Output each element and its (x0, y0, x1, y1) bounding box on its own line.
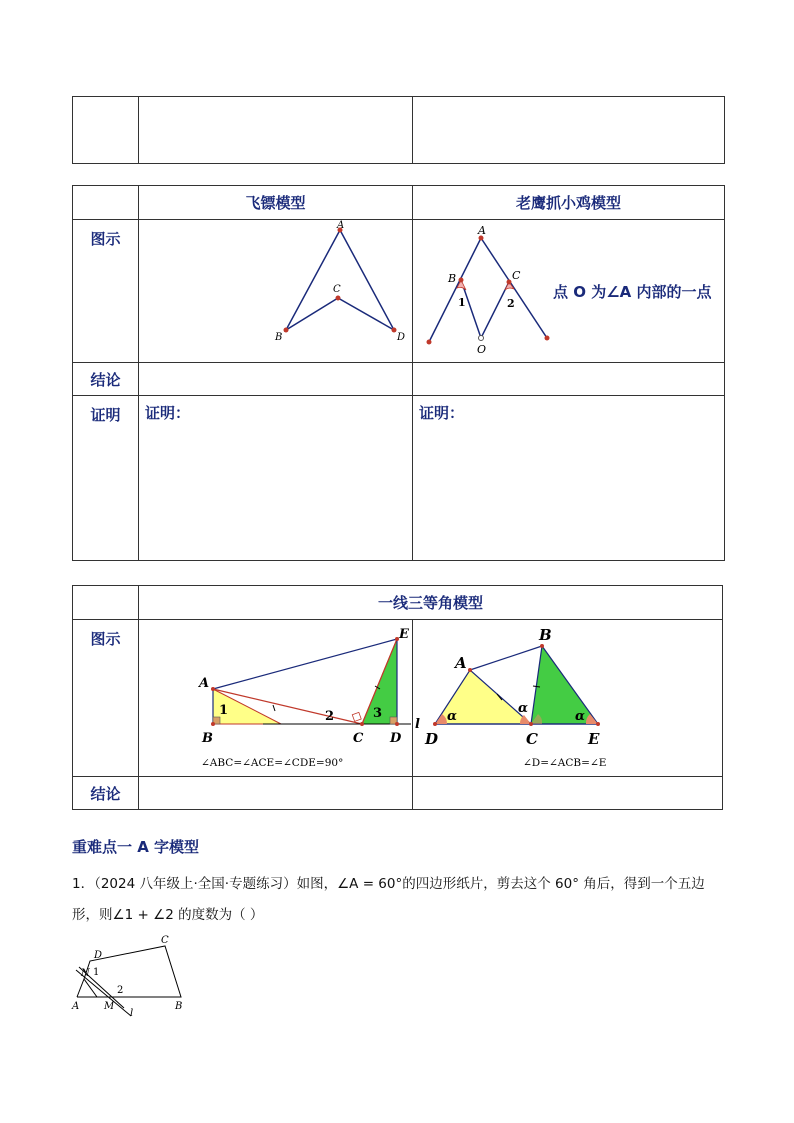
eagle-note: 点 O 为∠A 内部的一点 (553, 283, 712, 301)
point-label-A: A (478, 224, 486, 237)
fig2-cell (413, 620, 723, 777)
line-label-l: l (130, 1008, 134, 1019)
angle-label-alpha-e: α (575, 709, 586, 724)
top-empty-table (72, 96, 725, 164)
eagle-figure-cell (413, 220, 725, 363)
row-label-conclusion: 结论 (73, 777, 139, 810)
point-label-B: B (275, 332, 283, 343)
question-1-line-2: 形，则∠1 + ∠2 的度数为（ ） (72, 907, 264, 923)
point-label-E: E (588, 730, 600, 748)
fig1-conclusion-cell (139, 777, 413, 810)
question-1-figure (68, 930, 198, 1020)
angle-label-2: 2 (117, 985, 124, 996)
point-label-C: C (353, 731, 364, 746)
point-label-C: C (161, 935, 169, 946)
point-label-B: B (448, 272, 457, 285)
point-label-D: D (390, 731, 402, 746)
row-label-figure: 图示 (73, 620, 139, 777)
angle-label-2: 2 (507, 297, 515, 310)
point-label-D: D (94, 950, 103, 961)
one-line-three-angles-table (72, 585, 723, 810)
point-label-M: M (104, 1001, 115, 1012)
point-label-E: E (399, 627, 409, 642)
empty-cell (73, 97, 139, 164)
point-label-B: B (202, 731, 213, 746)
row-label-proof: 证明 (73, 396, 139, 561)
angle-label-alpha-c: α (518, 701, 529, 716)
empty-cell (139, 97, 413, 164)
row-label-conclusion: 结论 (73, 363, 139, 396)
corner-cell (73, 186, 139, 220)
dart-eagle-table (72, 185, 725, 561)
equal-angle-model-figure (413, 620, 721, 775)
point-label-B: B (175, 1001, 183, 1012)
row-label-figure: 图示 (73, 220, 139, 363)
corner-cell (73, 586, 139, 620)
point-label-A: A (199, 676, 210, 691)
header-one-line-three-angles: 一线三等角模型 (139, 586, 723, 620)
point-label-C: C (333, 284, 341, 295)
fig1-cell (139, 620, 420, 777)
point-label-C: C (526, 730, 538, 748)
dart-figure-cell (139, 220, 413, 363)
angle-label-1: 1 (93, 967, 100, 978)
angle-label-1: 1 (458, 296, 466, 309)
angle-label-alpha-d: α (447, 709, 458, 724)
point-label-C: C (512, 269, 521, 282)
section-title: 重难点一 A 字模型 (72, 838, 200, 856)
point-label-O: O (477, 343, 487, 356)
header-eagle-model: 老鹰抓小鸡模型 (413, 186, 725, 220)
angle-label-3: 3 (373, 706, 383, 721)
header-dart-model: 飞镖模型 (139, 186, 413, 220)
point-label-A: A (455, 654, 467, 672)
right-angle-model-figure (139, 620, 420, 775)
dart-figure (139, 220, 411, 361)
fig2-caption: ∠D=∠ACB=∠E (523, 757, 607, 769)
fig1-caption: ∠ABC=∠ACE=∠CDE=90° (201, 757, 344, 769)
point-label-A: A (72, 1001, 80, 1012)
eagle-proof-label: 证明： (413, 396, 725, 561)
point-label-N: N (81, 968, 90, 979)
dart-conclusion-cell (139, 363, 413, 396)
fig2-conclusion-cell (413, 777, 723, 810)
line-label-l: l (415, 717, 420, 732)
point-label-D: D (397, 332, 406, 343)
point-label-A: A (337, 220, 345, 231)
point-label-D: D (425, 730, 439, 748)
empty-cell (413, 97, 725, 164)
eagle-conclusion-cell (413, 363, 725, 396)
dart-proof-label: 证明： (139, 396, 413, 561)
question-1-line-1: 1．（2024 八年级上·全国·专题练习）如图，∠A = 60°的四边形纸片，剪去这个 60° 角后，得到一个五边 (72, 876, 705, 892)
angle-label-1: 1 (219, 703, 229, 718)
point-label-B: B (539, 626, 552, 644)
angle-label-2: 2 (325, 709, 335, 724)
